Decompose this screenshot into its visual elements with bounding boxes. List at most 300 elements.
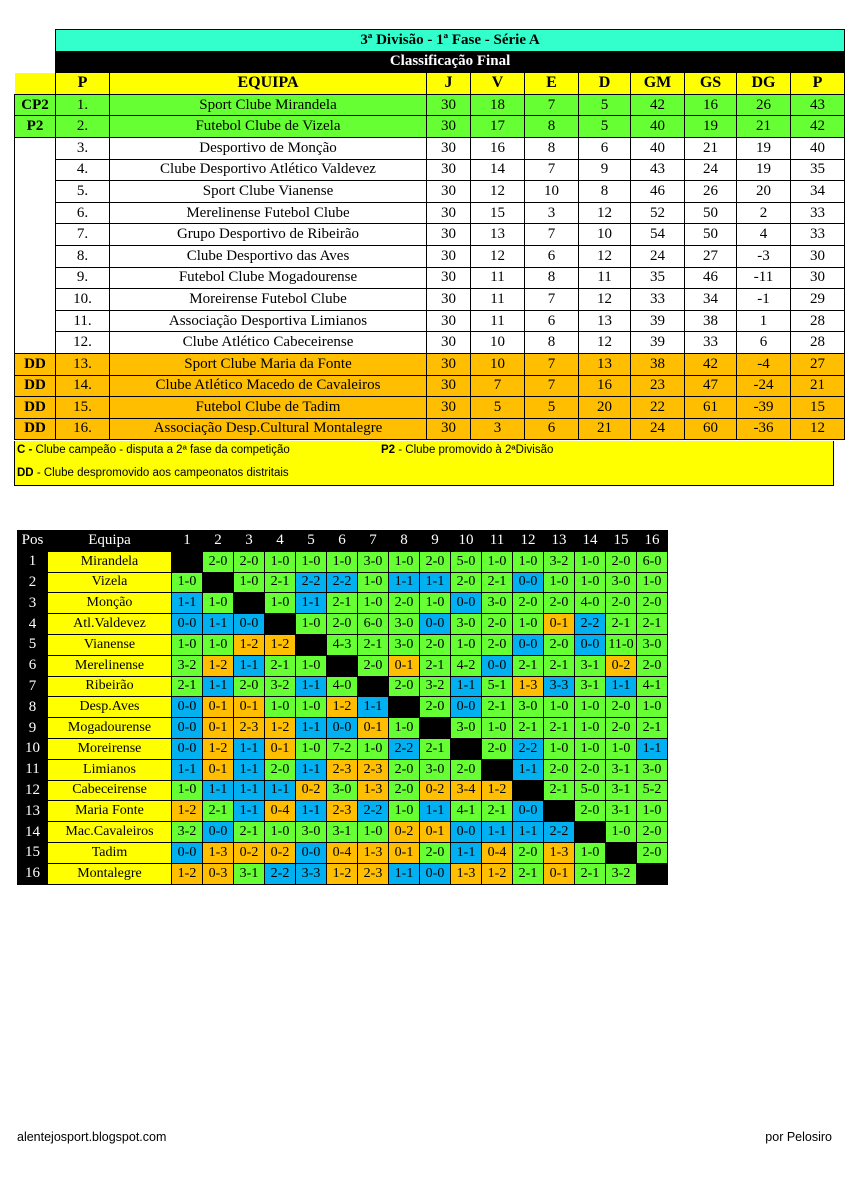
result-cell: 2-0: [637, 842, 668, 863]
table-row: [15, 310, 845, 332]
result-cell: 0-0: [296, 842, 327, 863]
matrix-row: [18, 842, 668, 863]
stat-cell: 6: [525, 418, 579, 440]
stat-cell: 30: [427, 159, 471, 181]
result-cell: 2-0: [606, 551, 637, 572]
stat-cell: 7: [525, 94, 579, 116]
result-cell: 2-1: [234, 822, 265, 843]
zone-tag: [15, 181, 56, 203]
row-position: 1: [18, 551, 48, 572]
result-cell: 1-0: [296, 697, 327, 718]
result-cell: 2-0: [606, 718, 637, 739]
result-cell: 2-0: [637, 822, 668, 843]
team-name: Clube Desportivo das Aves: [110, 245, 427, 267]
stat-cell: 61: [685, 397, 737, 419]
header-cell: V: [471, 73, 525, 95]
matrix-row: [18, 738, 668, 759]
result-cell: 2-1: [544, 718, 575, 739]
result-cell: 0-0: [420, 863, 451, 884]
self-match-cell: [420, 718, 451, 739]
header-cell: D: [579, 73, 631, 95]
blank-cell: [15, 51, 56, 73]
result-cell: 1-0: [544, 697, 575, 718]
team-name: Mogadourense: [48, 718, 172, 739]
row-position: 5: [18, 634, 48, 655]
team-name: Desportivo de Monção: [110, 137, 427, 159]
result-cell: 2-1: [265, 572, 296, 593]
result-cell: 2-0: [234, 676, 265, 697]
zone-tag: [15, 137, 56, 159]
team-name: Montalegre: [48, 863, 172, 884]
result-cell: 2-1: [420, 738, 451, 759]
blank-cell: [15, 30, 56, 52]
result-cell: 3-0: [451, 614, 482, 635]
result-cell: 0-0: [172, 614, 203, 635]
result-cell: 3-2: [265, 676, 296, 697]
stat-cell: 7: [525, 224, 579, 246]
stat-cell: 11: [471, 310, 525, 332]
stat-cell: 52: [631, 202, 685, 224]
table-row: [15, 116, 845, 138]
result-cell: 2-2: [327, 572, 358, 593]
column-number: 5: [296, 531, 327, 552]
stat-cell: 26: [737, 94, 791, 116]
result-cell: 1-0: [575, 551, 606, 572]
header-cell: P: [791, 73, 845, 95]
result-cell: 1-1: [606, 676, 637, 697]
result-cell: 4-0: [575, 593, 606, 614]
stat-cell: 47: [685, 375, 737, 397]
result-cell: 3-4: [451, 780, 482, 801]
result-cell: 0-2: [606, 655, 637, 676]
stat-cell: 12: [579, 202, 631, 224]
team-name: Clube Atlético Macedo de Cavaleiros: [110, 375, 427, 397]
matrix-row: [18, 863, 668, 884]
result-cell: 1-0: [358, 593, 389, 614]
result-cell: 1-0: [296, 551, 327, 572]
team-name: Merelinense: [48, 655, 172, 676]
result-cell: 5-0: [451, 551, 482, 572]
column-number: 14: [575, 531, 606, 552]
zone-tag: [15, 202, 56, 224]
result-cell: 2-2: [575, 614, 606, 635]
result-cell: 3-0: [327, 780, 358, 801]
matrix-row: [18, 593, 668, 614]
stat-cell: -36: [737, 418, 791, 440]
result-cell: 2-0: [544, 593, 575, 614]
stat-cell: 13: [579, 310, 631, 332]
stat-cell: 30: [427, 137, 471, 159]
zone-tag: [15, 245, 56, 267]
stat-cell: 39: [631, 332, 685, 354]
stat-cell: -11: [737, 267, 791, 289]
result-cell: 3-0: [389, 614, 420, 635]
result-cell: 2-0: [482, 738, 513, 759]
stat-cell: 33: [685, 332, 737, 354]
result-cell: 1-1: [358, 697, 389, 718]
stat-cell: 10: [471, 353, 525, 375]
result-cell: 2-0: [420, 551, 451, 572]
team-name: Tadim: [48, 842, 172, 863]
result-cell: 2-1: [203, 801, 234, 822]
matrix-row: [18, 676, 668, 697]
legend-key: P2: [381, 444, 396, 456]
stat-cell: 43: [631, 159, 685, 181]
blank-cell: [15, 73, 56, 95]
table-row: [15, 332, 845, 354]
result-cell: 1-0: [389, 801, 420, 822]
table-row: [15, 289, 845, 311]
row-position: 3: [18, 593, 48, 614]
result-cell: 1-1: [203, 676, 234, 697]
result-cell: 1-0: [389, 551, 420, 572]
team-name: Merelinense Futebol Clube: [110, 202, 427, 224]
result-cell: 1-0: [575, 842, 606, 863]
column-number: 9: [420, 531, 451, 552]
result-cell: 1-0: [358, 572, 389, 593]
result-cell: 1-1: [389, 863, 420, 884]
stat-cell: 30: [427, 245, 471, 267]
row-position: 2: [18, 572, 48, 593]
stat-cell: 4: [737, 224, 791, 246]
table-row: [15, 94, 845, 116]
result-cell: 1-3: [513, 676, 544, 697]
stat-cell: 8: [579, 181, 631, 203]
result-cell: 1-1: [234, 780, 265, 801]
result-cell: 1-0: [513, 551, 544, 572]
matrix-row: [18, 655, 668, 676]
result-cell: 2-3: [327, 801, 358, 822]
table-row: [15, 224, 845, 246]
result-cell: 1-1: [637, 738, 668, 759]
self-match-cell: [327, 655, 358, 676]
result-cell: 2-0: [389, 759, 420, 780]
zone-tag: DD: [15, 375, 56, 397]
zone-tag: [15, 310, 56, 332]
result-cell: 0-0: [513, 634, 544, 655]
result-cell: 1-0: [265, 593, 296, 614]
result-cell: 2-2: [296, 572, 327, 593]
result-cell: 3-1: [575, 676, 606, 697]
result-cell: 0-0: [172, 697, 203, 718]
result-cell: 3-1: [327, 822, 358, 843]
result-cell: 1-0: [265, 697, 296, 718]
row-position: 13: [18, 801, 48, 822]
result-cell: 11-0: [606, 634, 637, 655]
self-match-cell: [451, 738, 482, 759]
stat-cell: 6: [737, 332, 791, 354]
self-match-cell: [265, 614, 296, 635]
stat-cell: 12: [579, 289, 631, 311]
result-cell: 5-1: [482, 676, 513, 697]
stat-cell: 42: [631, 94, 685, 116]
stat-cell: 43: [791, 94, 845, 116]
result-cell: 2-0: [544, 759, 575, 780]
stat-cell: 11.: [56, 310, 110, 332]
column-number: 13: [544, 531, 575, 552]
result-cell: 2-0: [389, 780, 420, 801]
stat-cell: 10.: [56, 289, 110, 311]
result-cell: 3-2: [606, 863, 637, 884]
stat-cell: 33: [791, 224, 845, 246]
footer-source: alentejosport.blogspot.com: [17, 1130, 167, 1144]
result-cell: 1-2: [265, 718, 296, 739]
result-cell: 1-1: [513, 759, 544, 780]
zone-tag: [15, 224, 56, 246]
stat-cell: 16.: [56, 418, 110, 440]
stat-cell: 21: [685, 137, 737, 159]
result-cell: 1-2: [327, 863, 358, 884]
result-cell: 2-1: [513, 718, 544, 739]
result-cell: 0-1: [389, 842, 420, 863]
result-cell: 0-1: [544, 614, 575, 635]
team-name: Vianense: [48, 634, 172, 655]
result-cell: 1-0: [265, 551, 296, 572]
matrix-row: [18, 572, 668, 593]
team-name: Sport Clube Mirandela: [110, 94, 427, 116]
result-cell: 2-1: [482, 572, 513, 593]
zone-tag: [15, 159, 56, 181]
result-cell: 2-0: [265, 759, 296, 780]
header-cell: P: [56, 73, 110, 95]
table-row: [15, 137, 845, 159]
table-row: [15, 181, 845, 203]
column-number: 6: [327, 531, 358, 552]
stat-cell: 38: [685, 310, 737, 332]
result-cell: 0-0: [575, 634, 606, 655]
stat-cell: 35: [791, 159, 845, 181]
result-cell: 1-3: [451, 863, 482, 884]
result-cell: 1-1: [172, 759, 203, 780]
result-cell: 0-4: [327, 842, 358, 863]
stat-cell: 10: [525, 181, 579, 203]
result-cell: 3-0: [296, 822, 327, 843]
result-cell: 0-0: [513, 572, 544, 593]
stat-cell: 38: [631, 353, 685, 375]
zone-tag: DD: [15, 418, 56, 440]
result-cell: 0-1: [420, 822, 451, 843]
result-cell: 1-1: [296, 801, 327, 822]
stat-cell: 30: [427, 116, 471, 138]
header-row: [15, 73, 845, 95]
result-cell: 0-0: [203, 822, 234, 843]
legend-promoted: [381, 444, 553, 456]
stat-cell: 14: [471, 159, 525, 181]
stat-cell: 30: [427, 289, 471, 311]
legend-key: DD: [17, 467, 34, 479]
result-cell: 5-0: [575, 780, 606, 801]
result-cell: 1-0: [513, 614, 544, 635]
team-name: Cabeceirense: [48, 780, 172, 801]
result-cell: 2-0: [389, 593, 420, 614]
stat-cell: 24: [685, 159, 737, 181]
header-cell: E: [525, 73, 579, 95]
matrix-row: [18, 551, 668, 572]
zone-tag: DD: [15, 397, 56, 419]
stat-cell: 8.: [56, 245, 110, 267]
stat-cell: -4: [737, 353, 791, 375]
row-position: 15: [18, 842, 48, 863]
result-cell: 1-0: [203, 634, 234, 655]
result-cell: 1-1: [420, 572, 451, 593]
result-cell: 3-0: [637, 759, 668, 780]
row-position: 11: [18, 759, 48, 780]
stat-cell: -3: [737, 245, 791, 267]
result-cell: 1-1: [482, 822, 513, 843]
stat-cell: 30: [427, 375, 471, 397]
row-position: 14: [18, 822, 48, 843]
zone-tag: DD: [15, 353, 56, 375]
self-match-cell: [203, 572, 234, 593]
stat-cell: -39: [737, 397, 791, 419]
stat-cell: 30: [427, 353, 471, 375]
stat-cell: 3: [525, 202, 579, 224]
result-cell: 0-2: [420, 780, 451, 801]
result-cell: 2-1: [172, 676, 203, 697]
column-number: 11: [482, 531, 513, 552]
pos-header: Pos: [18, 531, 48, 552]
stat-cell: 40: [631, 116, 685, 138]
result-cell: 1-0: [296, 655, 327, 676]
result-cell: 0-0: [451, 593, 482, 614]
stat-cell: 16: [685, 94, 737, 116]
result-cell: 0-4: [482, 842, 513, 863]
result-cell: 0-1: [544, 863, 575, 884]
result-cell: 1-2: [482, 863, 513, 884]
table-row: [15, 418, 845, 440]
stat-cell: 50: [685, 224, 737, 246]
matrix-row: [18, 801, 668, 822]
result-cell: 1-1: [234, 801, 265, 822]
result-cell: 2-2: [544, 822, 575, 843]
result-cell: 6-0: [358, 614, 389, 635]
result-cell: 1-0: [358, 822, 389, 843]
result-cell: 2-1: [358, 634, 389, 655]
table-row: [15, 375, 845, 397]
stat-cell: 13: [579, 353, 631, 375]
row-position: 4: [18, 614, 48, 635]
column-number: 2: [203, 531, 234, 552]
result-cell: 0-1: [234, 697, 265, 718]
result-cell: 0-1: [203, 718, 234, 739]
result-cell: 0-0: [451, 822, 482, 843]
column-number: 16: [637, 531, 668, 552]
result-cell: 7-2: [327, 738, 358, 759]
stat-cell: 30: [427, 418, 471, 440]
result-cell: 2-1: [420, 655, 451, 676]
result-cell: 1-3: [358, 780, 389, 801]
result-cell: 1-0: [358, 738, 389, 759]
stat-cell: 19: [737, 137, 791, 159]
column-number: 15: [606, 531, 637, 552]
stat-cell: 11: [579, 267, 631, 289]
result-cell: 1-1: [203, 780, 234, 801]
self-match-cell: [513, 780, 544, 801]
stat-cell: 4.: [56, 159, 110, 181]
team-name: Maria Fonte: [48, 801, 172, 822]
result-cell: 2-0: [482, 614, 513, 635]
stat-cell: 16: [579, 375, 631, 397]
matrix-row: [18, 614, 668, 635]
result-cell: 6-0: [637, 551, 668, 572]
result-cell: 0-2: [234, 842, 265, 863]
row-position: 8: [18, 697, 48, 718]
result-cell: 1-2: [265, 634, 296, 655]
result-cell: 4-3: [327, 634, 358, 655]
stat-cell: 12: [579, 332, 631, 354]
matrix-row: [18, 780, 668, 801]
stat-cell: 14.: [56, 375, 110, 397]
stat-cell: 28: [791, 332, 845, 354]
stat-cell: 3: [471, 418, 525, 440]
table-row: [15, 159, 845, 181]
result-cell: 1-0: [575, 738, 606, 759]
result-cell: 1-0: [606, 738, 637, 759]
result-cell: 2-2: [265, 863, 296, 884]
result-cell: 1-1: [234, 655, 265, 676]
result-cell: 2-1: [544, 655, 575, 676]
result-cell: 2-0: [575, 801, 606, 822]
team-name: Clube Desportivo Atlético Valdevez: [110, 159, 427, 181]
header-cell: J: [427, 73, 471, 95]
result-cell: 1-2: [172, 801, 203, 822]
result-cell: 2-0: [203, 551, 234, 572]
result-cell: 2-1: [606, 614, 637, 635]
result-cell: 1-1: [296, 759, 327, 780]
result-cell: 2-3: [234, 718, 265, 739]
self-match-cell: [606, 842, 637, 863]
result-cell: 2-1: [575, 863, 606, 884]
self-match-cell: [234, 593, 265, 614]
result-cell: 1-0: [575, 572, 606, 593]
stat-cell: 5: [579, 116, 631, 138]
legend-text: - Clube promovido à 2ªDivisão: [395, 444, 554, 456]
result-cell: 2-1: [544, 780, 575, 801]
stat-cell: 18: [471, 94, 525, 116]
result-cell: 2-2: [513, 738, 544, 759]
result-cell: 2-0: [420, 697, 451, 718]
zone-tag: [15, 332, 56, 354]
stat-cell: 10: [471, 332, 525, 354]
result-cell: 2-3: [358, 863, 389, 884]
team-name: Ribeirão: [48, 676, 172, 697]
row-position: 6: [18, 655, 48, 676]
stat-cell: 33: [631, 289, 685, 311]
stat-cell: 30: [427, 181, 471, 203]
result-cell: 0-1: [358, 718, 389, 739]
result-cell: 0-1: [203, 759, 234, 780]
stat-cell: 15.: [56, 397, 110, 419]
result-cell: 3-0: [513, 697, 544, 718]
team-name: Monção: [48, 593, 172, 614]
stat-cell: 27: [685, 245, 737, 267]
self-match-cell: [575, 822, 606, 843]
result-cell: 3-1: [234, 863, 265, 884]
stat-cell: 8: [525, 267, 579, 289]
team-name: Futebol Clube de Vizela: [110, 116, 427, 138]
result-cell: 4-1: [451, 801, 482, 822]
stat-cell: 7: [525, 353, 579, 375]
result-cell: 1-1: [296, 676, 327, 697]
result-cell: 2-2: [358, 801, 389, 822]
stat-cell: 60: [685, 418, 737, 440]
result-cell: 2-0: [327, 614, 358, 635]
stat-cell: 39: [631, 310, 685, 332]
stat-cell: 7: [471, 375, 525, 397]
result-cell: 3-3: [544, 676, 575, 697]
stat-cell: 40: [631, 137, 685, 159]
result-cell: 2-1: [327, 593, 358, 614]
